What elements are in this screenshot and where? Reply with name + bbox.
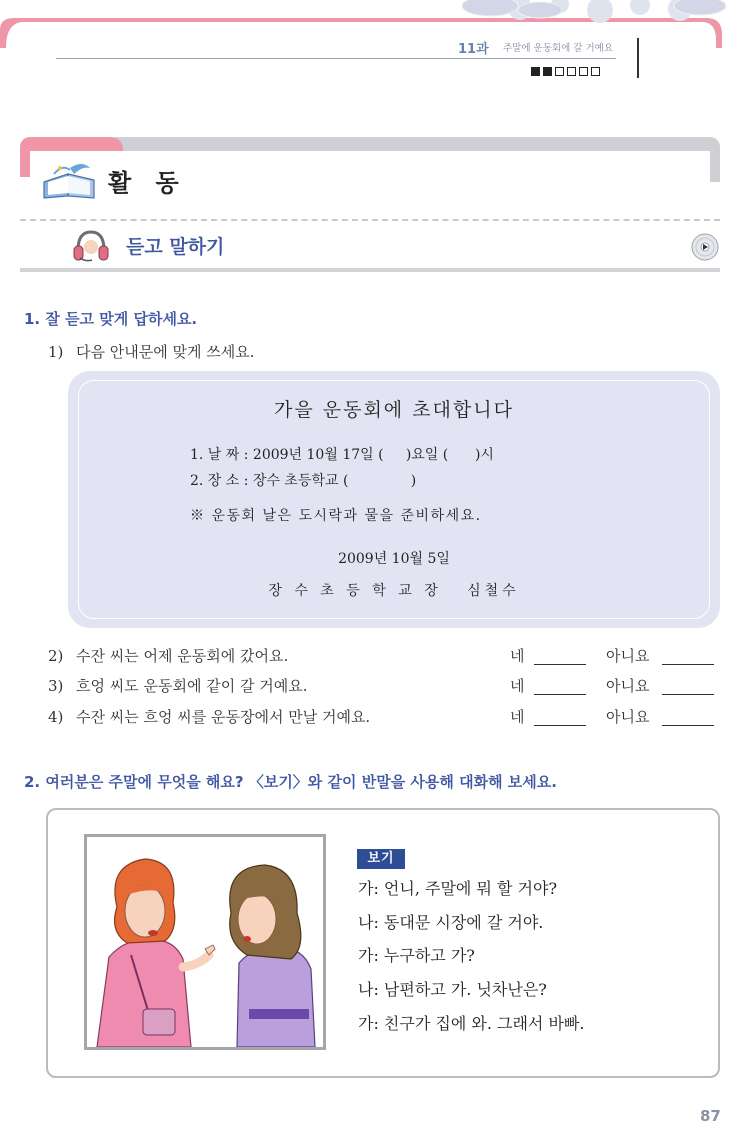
question-2-heading: 2. 여러분은 주말에 무엇을 해요? 〈보기〉와 같이 반말을 사용해 대화해 보세요.: [24, 773, 557, 791]
no-answer-blank[interactable]: [662, 664, 714, 665]
invitation-notice: [68, 371, 720, 628]
notice-place-line[interactable]: 2. 장 소 : 장수 초등학교 ( ): [190, 473, 417, 489]
yes-answer-blank[interactable]: [534, 725, 586, 726]
progress-square-empty: [555, 67, 564, 76]
true-false-row: [48, 645, 718, 669]
yes-label: 네: [510, 647, 525, 665]
yes-label: 네: [510, 677, 525, 695]
progress-square-empty: [567, 67, 576, 76]
progress-square-empty: [591, 67, 600, 76]
dialogue-line: 가: 누구하고 가?: [358, 946, 475, 965]
activity-subtitle: 듣고 말하기: [126, 236, 225, 258]
section-title: 활 동: [108, 169, 187, 197]
dashed-divider: [20, 219, 720, 221]
lesson-title: 주말에 운동회에 갈 거예요: [503, 43, 614, 54]
no-label: 아니요: [606, 647, 650, 665]
question-1-item-1: [48, 341, 254, 362]
section-divider: [20, 268, 720, 272]
header-decoration: [0, 0, 740, 48]
item-text: 다음 안내문에 맞게 쓰세요.: [76, 343, 255, 361]
dialogue-line: 나: 동대문 시장에 갈 거야.: [358, 913, 544, 932]
no-answer-blank[interactable]: [662, 694, 714, 695]
notice-signature: 장 수 초 등 학 교 장 심철수: [268, 583, 520, 599]
notice-date-line[interactable]: 1. 날 짜 : 2009년 10월 17일 ( )요일 ( )시: [190, 447, 494, 463]
header-rule: [56, 58, 616, 59]
yes-label: 네: [510, 708, 525, 726]
no-label: 아니요: [606, 708, 650, 726]
statement: 2) 수잔 씨는 어제 운동회에 갔어요.: [48, 647, 289, 665]
yes-answer-blank[interactable]: [534, 694, 586, 695]
page-number: 87: [700, 1107, 721, 1125]
statement: 3) 흐엉 씨도 운동회에 같이 갈 거예요.: [48, 677, 308, 695]
notice-note: ※ 운동회 날은 도시락과 물을 준비하세요.: [190, 508, 482, 524]
notice-title: 가을 운동회에 초대합니다: [274, 399, 514, 421]
item-number: 1): [48, 343, 64, 361]
true-false-row: [48, 675, 718, 699]
conversation-illustration: [84, 834, 326, 1050]
notice-issue-date: 2009년 10월 5일: [338, 551, 450, 567]
lesson-number: 11과: [458, 42, 489, 57]
true-false-row: [48, 706, 718, 730]
lesson-progress-indicator: [531, 67, 600, 76]
question-1-heading: 1. 잘 듣고 맞게 답하세요.: [24, 310, 198, 328]
example-badge: 보기: [357, 849, 405, 869]
dialogue-line: 가: 언니, 주말에 뭐 할 거야?: [358, 879, 558, 898]
no-answer-blank[interactable]: [662, 725, 714, 726]
header-divider: [637, 38, 639, 78]
progress-square-filled: [543, 67, 552, 76]
no-label: 아니요: [606, 677, 650, 695]
dialogue-line: 나: 남편하고 가. 닛차난은?: [358, 980, 547, 999]
progress-square-empty: [579, 67, 588, 76]
yes-answer-blank[interactable]: [534, 664, 586, 665]
dialogue-line: 가: 친구가 집에 와. 그래서 바빠.: [358, 1014, 585, 1033]
progress-square-filled: [531, 67, 540, 76]
statement: 4) 수잔 씨는 흐엉 씨를 운동장에서 만날 거예요.: [48, 708, 371, 726]
headset-icon: [72, 228, 110, 268]
book-icon: [40, 160, 98, 204]
cd-icon[interactable]: [690, 232, 720, 266]
